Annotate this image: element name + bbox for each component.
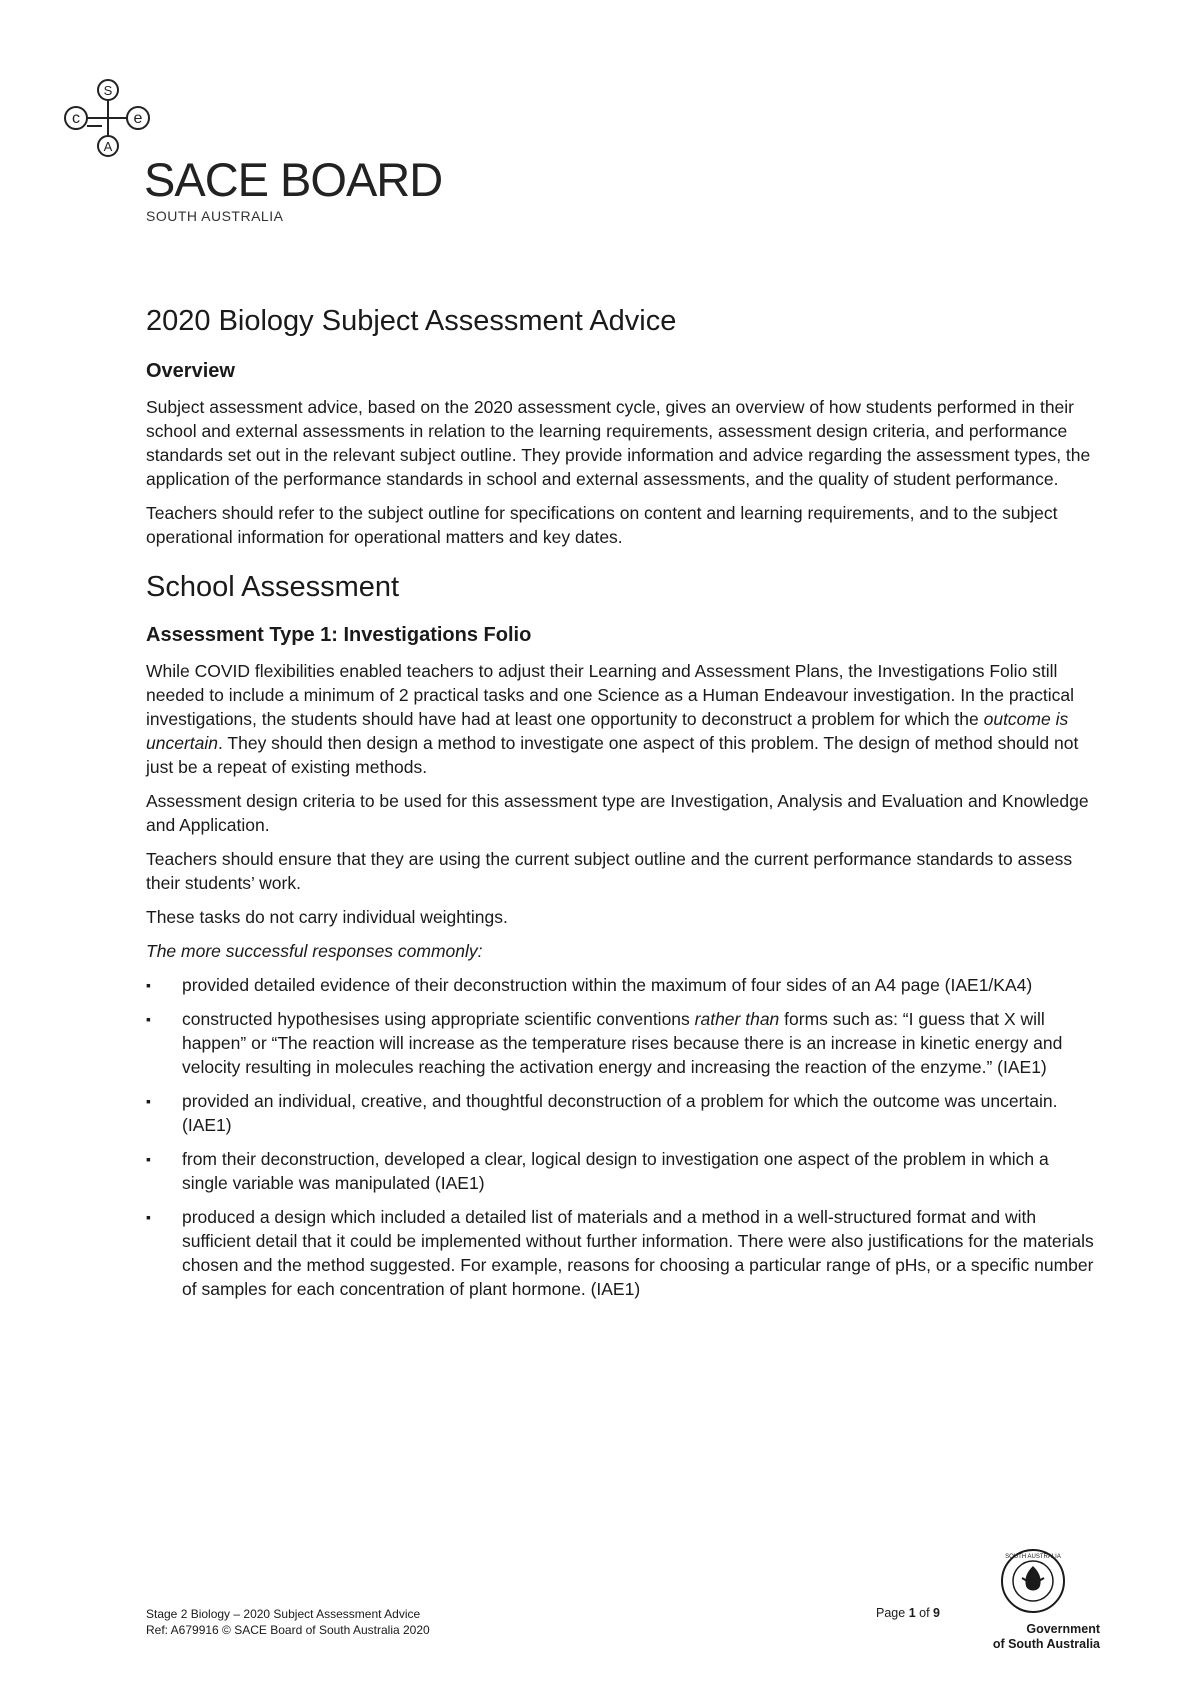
bullet-icon: ▪ [146, 1209, 151, 1225]
criteria-paragraph: Assessment design criteria to be used for this assessment type are Investigation, Analysis and Evaluation and Knowledge and Application. [146, 791, 1089, 835]
list-item-text: from their deconstruction, developed a clear, logical design to investigation one aspect of the problem in which a single variable was manipulated (IAE1) [182, 1149, 1049, 1193]
org-subtitle: SOUTH AUSTRALIA [146, 208, 284, 224]
overview-paragraph: Subject assessment advice, based on the 2020 assessment cycle, gives an overview of how students performed in their school and external assessments in relation to the learning requirements, assessment design criteria, and performance standards set out in the relevant subject outline. They provide information and advice regarding the assessment types, the application of the performance standards in school and external assessments, and the quality of student performance. [146, 397, 1091, 489]
government-text [960, 1622, 1100, 1652]
logo-letter-e: e [133, 110, 143, 127]
bullet-icon: ▪ [146, 1151, 151, 1167]
footer-reference: Ref: A679916 © SACE Board of South Australia 2020 [146, 1623, 430, 1637]
document-body [146, 305, 1096, 1311]
list-item-text [182, 1009, 1062, 1077]
logo-letter-a: A [103, 139, 113, 154]
investigations-paragraph [146, 659, 1096, 779]
list-item-text: provided an individual, creative, and thoughtful deconstruction of a problem for which the outcome was uncertain. (IAE1) [182, 1091, 1058, 1135]
successful-responses-intro: The more successful responses commonly: [146, 941, 483, 961]
bullet-icon: ▪ [146, 977, 151, 993]
page-current: 1 [908, 1606, 916, 1620]
overview-paragraph: Teachers should refer to the subject outline for specifications on content and learning requirements, and to the subject operational information for operational matters and key dates. [146, 503, 1058, 547]
assessment-type-1-heading: Assessment Type 1: Investigations Folio [146, 624, 532, 646]
crest-text: SOUTH AUSTRALIA [1005, 1554, 1061, 1560]
document-title: 2020 Biology Subject Assessment Advice [146, 305, 677, 337]
government-logo [960, 1548, 1100, 1658]
emphasis-run: outcome is uncertain [146, 709, 1069, 753]
school-assessment-heading: School Assessment [146, 571, 400, 603]
list-item-text: provided detailed evidence of their deconstruction within the maximum of four sides of an A4 page (IAE1/KA4) [182, 975, 1033, 995]
bullet-icon: ▪ [146, 1093, 151, 1109]
teachers-paragraph: Teachers should ensure that they are using the current subject outline and the current performance standards to assess their students’ work. [146, 849, 1073, 893]
page-footer [146, 1606, 946, 1638]
list-item [146, 973, 1096, 997]
text-run: constructed hypothesises using appropriate scientific conventions [182, 1009, 695, 1029]
bullet-icon: ▪ [146, 1011, 151, 1027]
overview-heading: Overview [146, 360, 235, 382]
text-run: forms such as: “I guess that X will happen” or “The reaction will increase as the temperature rises because there is an increase in kinetic energy and velocity resulting in molecules reaching the activation energy and increasing the reaction of the enzyme.” (IAE1) [182, 1009, 1063, 1077]
page-number [876, 1606, 940, 1620]
list-item [146, 1205, 1096, 1301]
logo-letter-s: S [103, 83, 113, 98]
footer-document-title: Stage 2 Biology – 2020 Subject Assessment Advice [146, 1607, 421, 1621]
text-run: While COVID flexibilities enabled teachers to adjust their Learning and Assessment Plans, the Investigations Folio still needed to include a minimum of 2 practical tasks and one Science as a Human Endeavour investigation. In the practical investigations, the students should have had at least one opportunity to deconstruct a problem for which the [146, 661, 1075, 729]
successful-responses-list [146, 973, 1096, 1301]
emphasis-run: rather than [694, 1009, 780, 1029]
government-line-1: Government [1026, 1622, 1100, 1636]
org-name: SACE BOARD [144, 153, 443, 206]
page-total: 9 [933, 1606, 940, 1620]
weightings-paragraph: These tasks do not carry individual weightings. [146, 907, 508, 927]
list-item [146, 1007, 1096, 1079]
list-item [146, 1147, 1096, 1195]
list-item-text: produced a design which included a detailed list of materials and a method in a well-structured format and with sufficient detail that it could be implemented without further information. There were also justifications for the materials chosen and the method suggested. For example, reasons for choosing a particular range of pHs, or a specific number of samples for each concentration of plant hormone. (IAE1) [182, 1207, 1094, 1299]
logo-letter-c: c [72, 110, 80, 127]
page-label: Page [876, 1606, 906, 1620]
text-run: . They should then design a method to investigate one aspect of this problem. The design of method should not just be a repeat of existing methods. [146, 733, 1079, 777]
state-crest-icon [1000, 1548, 1066, 1614]
sace-board-logo [62, 78, 502, 228]
list-item [146, 1089, 1096, 1137]
page-of: of [919, 1606, 930, 1620]
government-line-2: of South Australia [992, 1637, 1100, 1651]
